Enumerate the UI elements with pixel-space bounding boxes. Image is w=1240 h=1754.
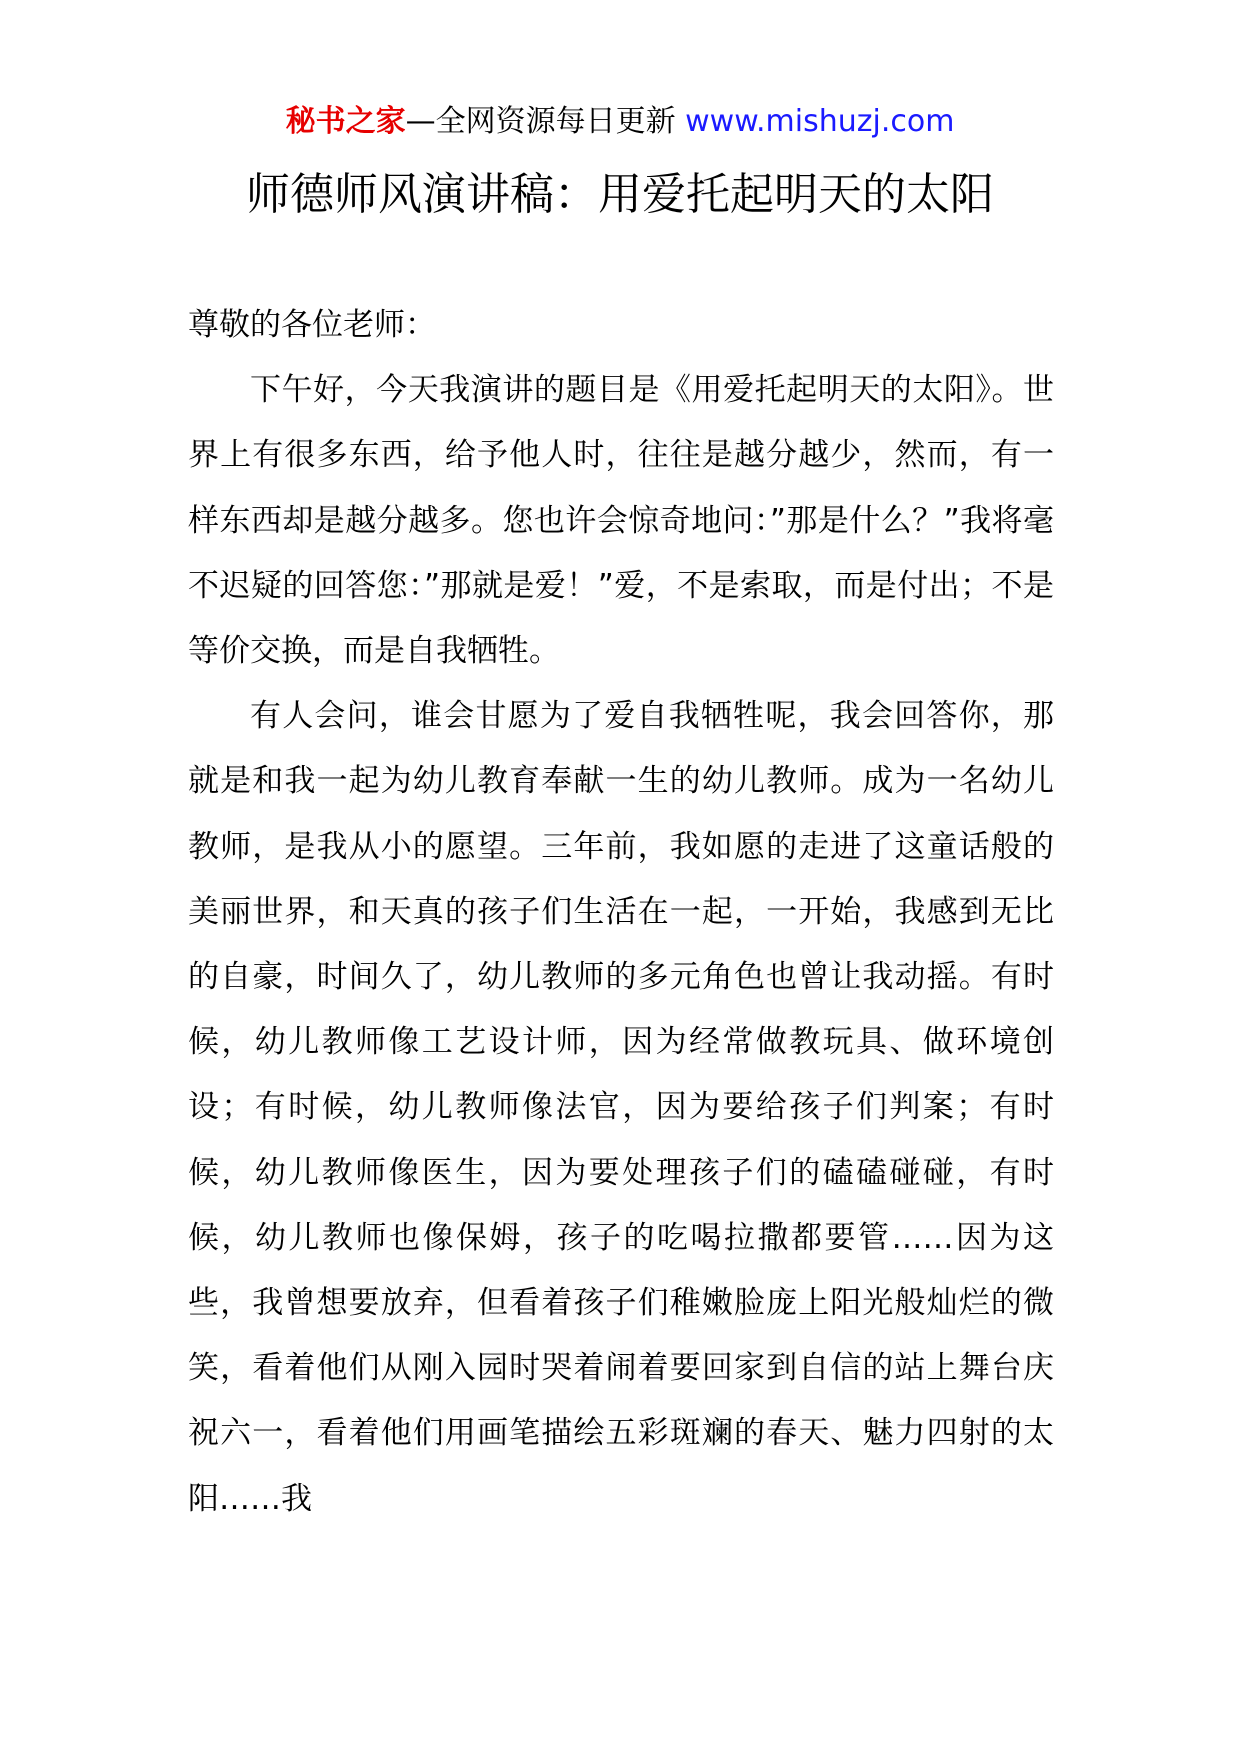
paragraph: 有人会问，谁会甘愿为了爱自我牺牲呢，我会回答你，那就是和我一起为幼儿教育奉献一生的幼儿教师。成为一名幼儿教师，是我从小的愿望。三年前，我如愿的走进了这童话般的美丽世界，和天真的孩子们生活在一起，一开始，我感到无比的自豪，时间久了，幼儿教师的多元角色也曾让我动摇。有时候，幼儿教师像工艺设计师，因为经常做教玩具、做环境创设；有时候，幼儿教师像法官，因为要给孩子们判案；有时候，幼儿教师像医生，因为要处理孩子们的磕磕碰碰，有时候，幼儿教师也像保姆，孩子的吃喝拉撒都要管……因为这些，我曾想要放弃，但看着孩子们稚嫩脸庞上阳光般灿烂的微笑，看着他们从刚入园时哭着闹着要回家到自信的站上舞台庆祝六一，看着他们用画笔描绘五彩斑斓的春天、魅力四射的太阳……我 (188, 698, 1054, 1517)
document-body (188, 293, 1054, 1532)
brand-name: 秘书之家 (285, 104, 406, 139)
header-tagline: —全网资源每日更新 (405, 104, 686, 139)
salutation: 尊敬的各位老师： (188, 307, 436, 343)
paragraph: 下午好，今天我演讲的题目是《用爱托起明天的太阳》。世界上有很多东西，给予他人时，往往是越分越少，然而，有一样东西却是越分越多。您也许会惊奇地问：”那是什么？”我将毫不迟疑的回答您：”那就是爱！”爱，不是索取，而是付出；不是等价交换，而是自我牺牲。 (188, 372, 1054, 670)
document-title: 师德师风演讲稿：用爱托起明天的太阳 (246, 169, 994, 220)
page-header (0, 100, 1240, 144)
site-url-link[interactable]: www.mishuzj.com (685, 104, 955, 139)
